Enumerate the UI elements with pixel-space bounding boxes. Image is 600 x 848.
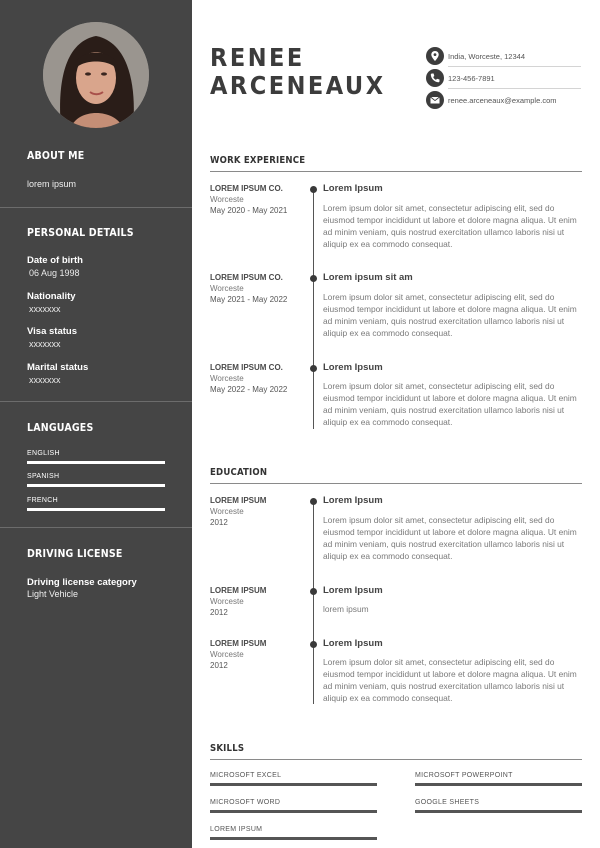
contact-divider — [448, 66, 581, 67]
work-experience-heading: WORK EXPERIENCE — [210, 155, 306, 166]
driving-license-label: Driving license category — [27, 577, 137, 588]
language-name: FRENCH — [27, 497, 58, 504]
education-title: Lorem Ipsum — [323, 495, 383, 506]
about-text: lorem ipsum — [27, 179, 77, 189]
skill-level-bar — [210, 810, 377, 813]
work-title: Lorem Ipsum — [323, 183, 383, 194]
sidebar-divider — [0, 207, 192, 208]
timeline-dot — [310, 275, 317, 282]
skill-name: LOREM IPSUM — [210, 826, 263, 833]
education-year: 2012 — [210, 661, 228, 670]
work-description: Lorem ipsum dolor sit amet, consectetur adipiscing elit, sed do eiusmod tempor incididunt ut labore et dolore magna aliqua. Ut enim ad minim veniam, quis nostrud exercitation ullamco laboris nisi ut aliquip ex ea commodo consequat. — [323, 292, 577, 338]
language-name: ENGLISH — [27, 450, 60, 457]
sidebar — [0, 0, 192, 848]
section-divider — [210, 171, 582, 172]
visa-status-label: Visa status — [27, 326, 77, 337]
envelope-icon — [426, 91, 444, 109]
location-pin-icon — [426, 47, 444, 65]
education-school: LOREM IPSUM — [210, 496, 267, 505]
section-divider — [210, 483, 582, 484]
dob-value: 06 Aug 1998 — [29, 268, 80, 278]
education-description: lorem ipsum — [323, 604, 369, 614]
contact-phone: 123-456-7891 — [448, 74, 495, 83]
work-title: Lorem ipsum sit am — [323, 272, 413, 283]
education-title: Lorem Ipsum — [323, 638, 383, 649]
timeline-dot — [310, 365, 317, 372]
skill-name: MICROSOFT WORD — [210, 799, 281, 806]
visa-status-value: xxxxxxx — [29, 339, 61, 349]
work-description: Lorem ipsum dolor sit amet, consectetur adipiscing elit, sed do eiusmod tempor incididunt ut labore et dolore magna aliqua. Ut enim ad minim veniam, quis nostrud exercitation ullamco laboris nisi ut aliquip ex ea commodo consequat. — [323, 203, 577, 249]
skills-heading: SKILLS — [210, 743, 245, 754]
profile-photo — [43, 22, 149, 128]
driving-license-value: Light Vehicle — [27, 589, 79, 599]
last-name: ARCENEAUX — [210, 71, 386, 100]
sidebar-divider — [0, 527, 192, 528]
nationality-value: xxxxxxx — [29, 304, 61, 314]
work-location: Worceste — [210, 195, 244, 204]
skill-name: MICROSOFT EXCEL — [210, 772, 282, 779]
dob-label: Date of birth — [27, 255, 83, 266]
work-title: Lorem Ipsum — [323, 362, 383, 373]
timeline-dot — [310, 641, 317, 648]
education-school: LOREM IPSUM — [210, 639, 267, 648]
skill-level-bar — [210, 837, 377, 840]
work-description: Lorem ipsum dolor sit amet, consectetur adipiscing elit, sed do eiusmod tempor incididunt ut labore et dolore magna aliqua. Ut enim ad minim veniam, quis nostrud exercitation ullamco laboris nisi ut aliquip ex ea commodo consequat. — [323, 381, 577, 427]
contact-email[interactable]: renee.arceneaux@example.com — [448, 96, 557, 105]
section-divider — [210, 759, 582, 760]
marital-status-value: xxxxxxx — [29, 375, 61, 385]
education-description: Lorem ipsum dolor sit amet, consectetur adipiscing elit, sed do eiusmod tempor incididunt ut labore et dolore magna aliqua. Ut enim ad minim veniam, quis nostrud exercitation ullamco laboris nisi ut aliquip ex ea commodo consequat. — [323, 657, 577, 703]
timeline-dot — [310, 186, 317, 193]
profile-photo-image — [43, 22, 149, 128]
language-level-bar — [27, 461, 165, 464]
education-timeline-line — [313, 500, 314, 704]
contact-divider — [448, 88, 581, 89]
marital-status-label: Marital status — [27, 362, 89, 373]
education-location: Worceste — [210, 650, 244, 659]
nationality-label: Nationality — [27, 291, 76, 302]
skill-name: MICROSOFT POWERPOINT — [415, 772, 513, 779]
contact-address: India, Worceste, 12344 — [448, 52, 525, 61]
work-location: Worceste — [210, 374, 244, 383]
phone-icon — [426, 69, 444, 87]
work-company: LOREM IPSUM CO. — [210, 363, 283, 372]
languages-heading: LANGUAGES — [27, 422, 94, 434]
education-school: LOREM IPSUM — [210, 586, 267, 595]
personal-details-heading: PERSONAL DETAILS — [27, 227, 134, 239]
skill-level-bar — [415, 810, 582, 813]
education-heading: EDUCATION — [210, 467, 268, 478]
language-level-bar — [27, 484, 165, 487]
work-dates: May 2020 - May 2021 — [210, 206, 288, 215]
work-dates: May 2022 - May 2022 — [210, 385, 288, 394]
work-timeline-line — [313, 188, 314, 429]
skill-level-bar — [415, 783, 582, 786]
education-location: Worceste — [210, 597, 244, 606]
work-company: LOREM IPSUM CO. — [210, 273, 283, 282]
driving-license-heading: DRIVING LICENSE — [27, 548, 123, 560]
education-location: Worceste — [210, 507, 244, 516]
timeline-dot — [310, 588, 317, 595]
language-name: SPANISH — [27, 473, 60, 480]
skill-level-bar — [210, 783, 377, 786]
education-year: 2012 — [210, 608, 228, 617]
work-location: Worceste — [210, 284, 244, 293]
work-dates: May 2021 - May 2022 — [210, 295, 288, 304]
timeline-dot — [310, 498, 317, 505]
work-company: LOREM IPSUM CO. — [210, 184, 283, 193]
skill-name: GOOGLE SHEETS — [415, 799, 480, 806]
first-name: RENEE — [210, 43, 305, 72]
sidebar-divider — [0, 401, 192, 402]
education-description: Lorem ipsum dolor sit amet, consectetur adipiscing elit, sed do eiusmod tempor incididunt ut labore et dolore magna aliqua. Ut enim ad minim veniam, quis nostrud exercitation ullamco laboris nisi ut aliquip ex ea commodo consequat. — [323, 515, 577, 561]
about-heading: ABOUT ME — [27, 150, 85, 162]
education-title: Lorem Ipsum — [323, 585, 383, 596]
language-level-bar — [27, 508, 165, 511]
education-year: 2012 — [210, 518, 228, 527]
